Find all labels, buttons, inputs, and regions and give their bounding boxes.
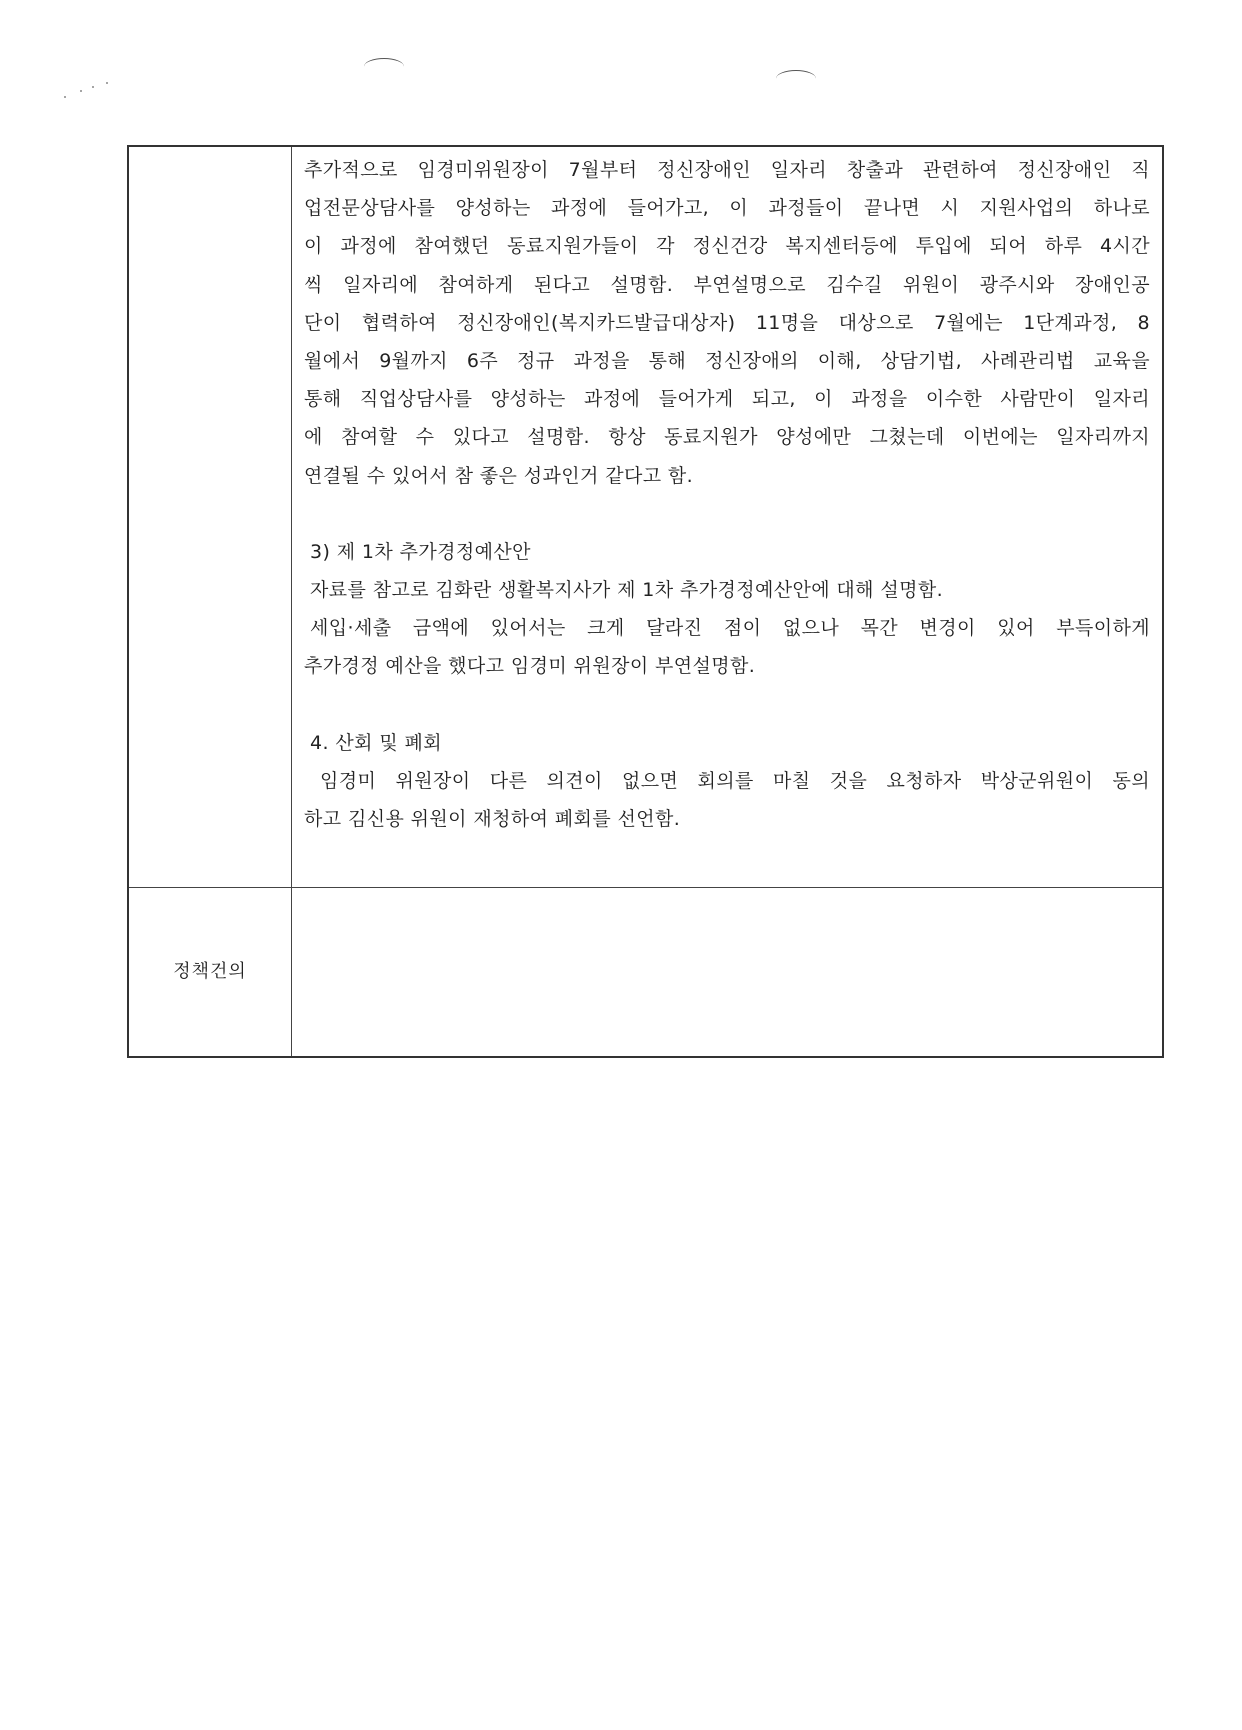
section-4-line: 하고 김신용 위원이 재청하여 폐회를 선언함. — [304, 808, 681, 831]
scan-punch-mark-right — [776, 70, 816, 87]
body-line: 씩 일자리에 참여하게 된다고 설명함. 부연설명으로 김수길 위원이 광주시와 장애인공 — [304, 273, 1150, 296]
policy-label-cell: 정책건의 — [128, 888, 292, 1058]
section-3-line: 세입·세출 금액에 있어서는 크게 달라진 점이 없으나 목간 변경이 있어 부득이하게 — [310, 617, 1150, 640]
minutes-table — [127, 145, 1164, 1058]
policy-content-cell — [292, 888, 1164, 1058]
body-line: 월에서 9월까지 6주 정규 과정을 통해 정신장애의 이해, 상담기법, 사례관리법 교육을 — [304, 350, 1150, 373]
body-line: 에 참여할 수 있다고 설명함. 항상 동료지원가 양성에만 그쳤는데 이번에는 일자리까지 — [304, 426, 1150, 449]
scan-punch-mark-left — [364, 58, 404, 75]
section-3-heading: 3) 제 1차 추가경정예산안 — [310, 540, 531, 563]
spacer — [304, 686, 1150, 724]
spacer — [304, 495, 1150, 533]
minutes-row-proceedings — [128, 146, 1163, 888]
section-4-line: 임경미 위원장이 다른 의견이 없으면 회의를 마칠 것을 요청하자 박상군위원이 동의 — [320, 769, 1150, 792]
body-line: 단이 협력하여 정신장애인(복지카드발급대상자) 11명을 대상으로 7월에는 1단계과정, 8 — [304, 311, 1150, 334]
body-line: 이 과정에 참여했던 동료지원가들이 각 정신건강 복지센터등에 투입에 되어 하루 4시간 — [304, 235, 1150, 258]
scan-specks — [62, 76, 122, 106]
body-line: 추가적으로 임경미위원장이 7월부터 정신장애인 일자리 창출과 관련하여 정신장애인 직 — [304, 159, 1150, 181]
row-label-cell-empty — [128, 146, 292, 888]
section-4-heading: 4. 산회 및 폐회 — [310, 731, 443, 754]
section-3-line: 추가경정 예산을 했다고 임경미 위원장이 부연설명함. — [304, 655, 756, 678]
minutes-row-policy — [128, 888, 1163, 1058]
section-3-line: 자료를 참고로 김화란 생활복지사가 제 1차 추가경정예산안에 대해 설명함. — [310, 579, 944, 602]
body-line: 업전문상담사를 양성하는 과정에 들어가고, 이 과정들이 끝나면 시 지원사업의 하나로 — [304, 197, 1150, 220]
body-line: 통해 직업상담사를 양성하는 과정에 들어가게 되고, 이 과정을 이수한 사람만이 일자리 — [304, 388, 1150, 411]
proceedings-content — [292, 147, 1162, 866]
body-line: 연결될 수 있어서 참 좋은 성과인거 같다고 함. — [304, 464, 694, 487]
proceedings-content-cell — [292, 146, 1164, 888]
